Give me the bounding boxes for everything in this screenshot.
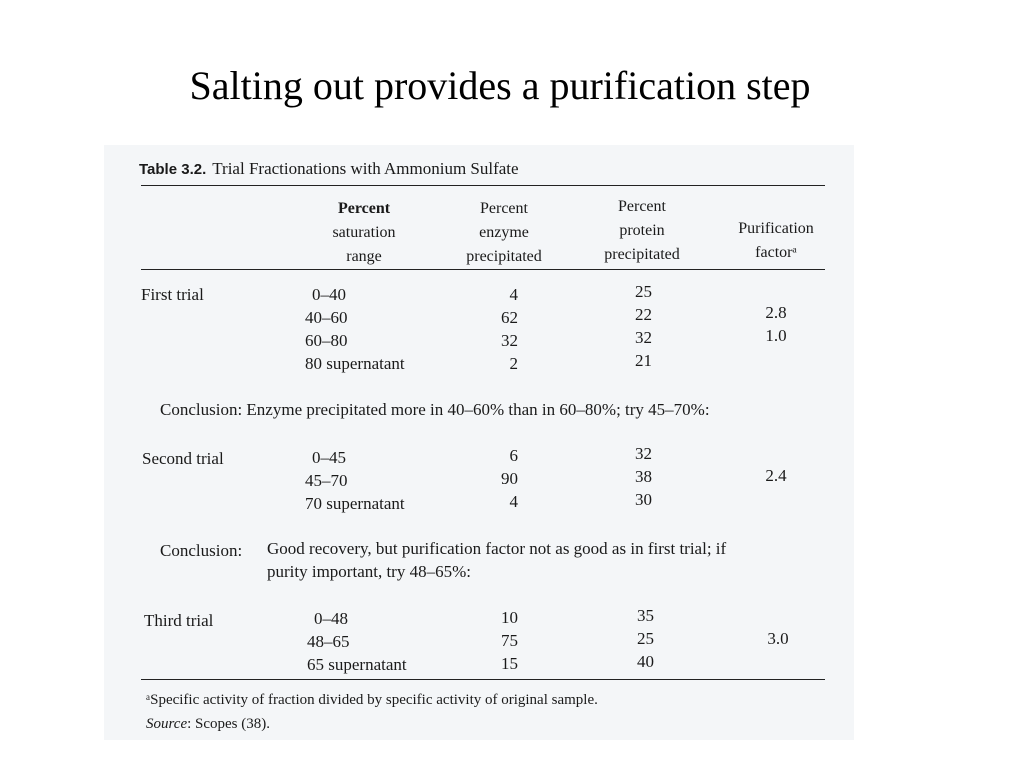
range-cell: 0–45: [312, 448, 346, 467]
conclusion-text: Conclusion: Enzyme precipitated more in 40–60% than in 60–80%; try 45–70%:: [160, 400, 710, 419]
enzyme-cell: 2: [509, 354, 518, 373]
table-title: Trial Fractionations with Ammonium Sulfate: [212, 159, 519, 178]
table-caption: [139, 159, 519, 179]
enzyme-cell: 15: [501, 654, 518, 673]
protein-cell: 30: [635, 490, 652, 509]
range-cell: 70 supernatant: [305, 494, 405, 513]
top-rule: [141, 185, 825, 186]
factor-cell: 1.0: [765, 326, 787, 345]
protein-cell: 32: [635, 444, 652, 463]
enzyme-cell: 4: [509, 492, 518, 511]
protein-cell: 35: [637, 606, 654, 625]
range-cell: 0–48: [314, 609, 348, 628]
range-cell: 45–70: [305, 471, 348, 490]
factor-cell: 3.0: [767, 629, 789, 648]
protein-cell: 38: [635, 467, 652, 486]
footnote: ᵃSpecific activity of fraction divided by specific activity of original sample.: [146, 692, 598, 708]
range-cell: 60–80: [305, 331, 348, 350]
header-saturation: Percent saturation range: [332, 200, 396, 265]
trial-label: Second trial: [142, 449, 224, 468]
conclusion-text: purity important, try 48–65%:: [267, 562, 471, 581]
enzyme-cell: 62: [501, 308, 518, 327]
protein-cell: 40: [637, 652, 654, 671]
trial-label: Third trial: [144, 611, 214, 630]
conclusion-text: Good recovery, but purification factor not as good as in first trial; if: [267, 539, 727, 558]
enzyme-cell: 10: [501, 608, 518, 627]
trial-label: First trial: [141, 285, 204, 304]
protein-cell: 32: [635, 328, 652, 347]
table-scan: [104, 145, 854, 740]
bottom-rule: [141, 679, 825, 680]
range-cell: 40–60: [305, 308, 348, 327]
header-enzyme: Percent enzyme precipitated: [466, 200, 542, 265]
range-cell: 80 supernatant: [305, 354, 405, 373]
slide-title: Salting out provides a purification step: [189, 63, 811, 108]
source-text: : Scopes (38).: [187, 716, 271, 732]
conclusion-label: Conclusion:: [160, 541, 243, 560]
protein-cell: 25: [635, 282, 652, 301]
enzyme-cell: 32: [501, 331, 518, 350]
range-cell: 48–65: [307, 632, 350, 651]
protein-cell: 21: [635, 351, 652, 370]
protein-cell: 25: [637, 629, 654, 648]
header-protein: Percent protein precipitated: [604, 198, 680, 263]
source-label: Source: [146, 716, 188, 732]
factor-cell: 2.4: [765, 466, 787, 485]
enzyme-cell: 6: [509, 446, 518, 465]
header-rule: [141, 269, 825, 270]
table-number: Table 3.2.: [139, 161, 207, 178]
factor-cell: 2.8: [765, 303, 787, 322]
enzyme-cell: 90: [501, 469, 518, 488]
protein-cell: 22: [635, 305, 652, 324]
source-note: [146, 716, 270, 733]
range-cell: 65 supernatant: [307, 655, 407, 674]
header-purification: Purification factorᵃ: [738, 220, 814, 261]
enzyme-cell: 4: [509, 285, 518, 304]
enzyme-cell: 75: [501, 631, 518, 650]
range-cell: 0–40: [312, 285, 346, 304]
